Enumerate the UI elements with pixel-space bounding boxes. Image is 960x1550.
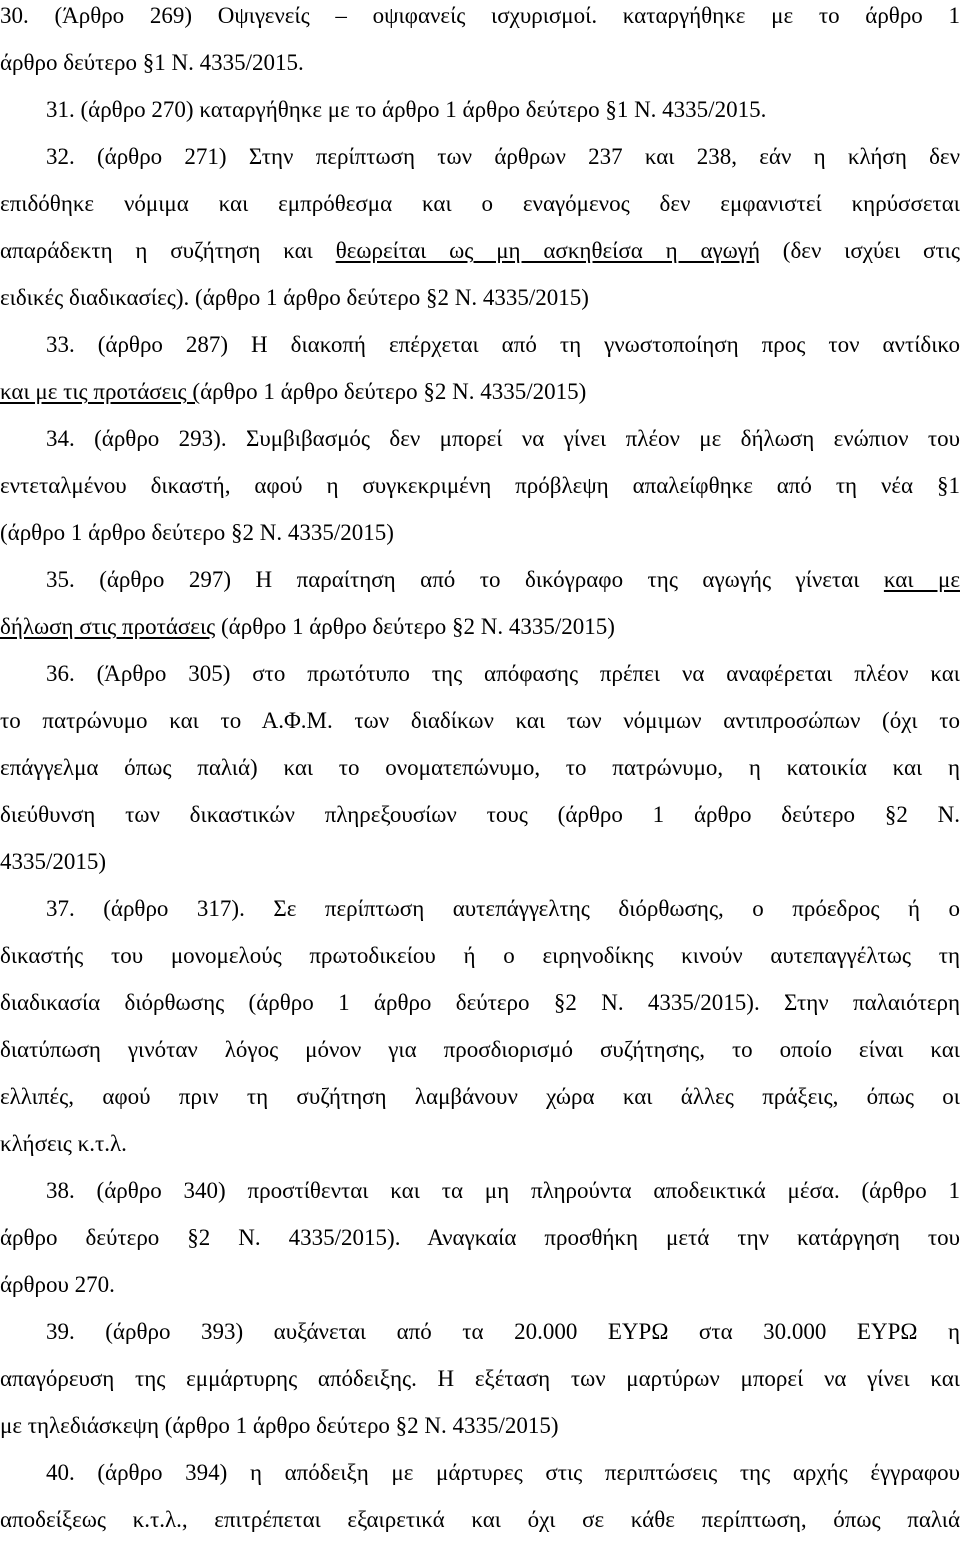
text-line: 32. (άρθρο 271) Στην περίπτωση των άρθρων 237 και 238, εάν η κλήση δεν bbox=[46, 144, 960, 169]
text-line: άρθρο δεύτερο §1 Ν. 4335/2015. bbox=[0, 50, 304, 75]
text-line: 33. (άρθρο 287) Η διακοπή επέρχεται από τη γνωστοποίηση προς τον αντίδικο bbox=[46, 332, 960, 357]
text-line: 36. (Άρθρο 305) στο πρωτότυπο της απόφασης πρέπει να αναφέρεται πλέον και bbox=[46, 661, 960, 686]
text-line: απαγόρευση της εμμάρτυρης απόδειξης. Η εξέταση των μαρτύρων μπορεί να γίνει και bbox=[0, 1366, 960, 1391]
text-line: 39. (άρθρο 393) αυξάνεται από τα 20.000 ΕΥΡΩ στα 30.000 ΕΥΡΩ η bbox=[46, 1319, 960, 1344]
text-line: ελλιπές, αφού πριν τη συζήτηση λαμβάνουν χώρα και άλλες πράξεις, όπως οι bbox=[0, 1084, 960, 1109]
text-segment: (άρθρο 1 άρθρο δεύτερο §2 Ν. 4335/2015) bbox=[215, 614, 615, 639]
text-line bbox=[0, 613, 960, 641]
text-line bbox=[46, 566, 960, 594]
text-line: 37. (άρθρο 317). Σε περίπτωση αυτεπάγγελτης διόρθωσης, ο πρόεδρος ή ο bbox=[46, 896, 960, 921]
text-line: άρθρου 270. bbox=[0, 1272, 115, 1297]
text-segment: (δεν ισχύει στις bbox=[759, 238, 960, 263]
text-line bbox=[0, 237, 960, 265]
text-line: αποδείξεως κ.τ.λ., επιτρέπεται εξαιρετικά και όχι σε κάθε περίπτωση, όπως παλιά bbox=[0, 1507, 960, 1532]
text-segment: άρθρο 1 άρθρο δεύτερο §2 Ν. 4335/2015) bbox=[200, 379, 587, 404]
text-line: ειδικές διαδικασίες). (άρθρο 1 άρθρο δεύτερο §2 Ν. 4335/2015) bbox=[0, 285, 589, 310]
text-line: (άρθρο 1 άρθρο δεύτερο §2 Ν. 4335/2015) bbox=[0, 520, 394, 545]
text-line: 40. (άρθρο 394) η απόδειξη με μάρτυρες στις περιπτώσεις της αρχής έγγραφου bbox=[46, 1460, 960, 1485]
text-line: το πατρώνυμο και το Α.Φ.Μ. των διαδίκων και των νόμιμων αντιπροσώπων (όχι το bbox=[0, 708, 960, 733]
underlined-text: και με τις προτάσεις ( bbox=[0, 379, 201, 404]
text-line: 4335/2015) bbox=[0, 849, 107, 874]
text-segment: 35. (άρθρο 297) Η παραίτηση από το δικόγραφο της αγωγής γίνεται bbox=[46, 567, 884, 592]
underlined-text: και με bbox=[883, 567, 960, 592]
text-line: δικαστής του μονομελούς πρωτοδικείου ή ο ειρηνοδίκης κινούν αυτεπαγγέλτως τη bbox=[0, 943, 960, 968]
text-line: με τηλεδιάσκεψη (άρθρο 1 άρθρο δεύτερο §2 Ν. 4335/2015) bbox=[0, 1413, 559, 1438]
text-line bbox=[0, 378, 960, 406]
text-line: 30. (Άρθρο 269) Οψιγενείς – οψιφανείς ισχυρισμοί. καταργήθηκε με το άρθρο 1 bbox=[0, 3, 960, 28]
text-line: άρθρο δεύτερο §2 Ν. 4335/2015). Αναγκαία προσθήκη μετά την κατάργηση του bbox=[0, 1225, 960, 1250]
text-line: διεύθυνση των δικαστικών πληρεξουσίων τους (άρθρο 1 άρθρο δεύτερο §2 Ν. bbox=[0, 802, 960, 827]
text-line: επιδόθηκε νόμιμα και εμπρόθεσμα και ο εναγόμενος δεν εμφανιστεί κηρύσσεται bbox=[0, 191, 960, 216]
text-line: 34. (άρθρο 293). Συμβιβασμός δεν μπορεί να γίνει πλέον με δήλωση ενώπιον του bbox=[46, 426, 960, 451]
text-line: εντεταλμένου δικαστή, αφού η συγκεκριμένη πρόβλεψη απαλείφθηκε από τη νέα §1 bbox=[0, 473, 960, 498]
text-segment: απαράδεκτη η συζήτηση και bbox=[0, 238, 336, 263]
text-line: 38. (άρθρο 340) προστίθενται και τα μη πληρούντα αποδεικτικά μέσα. (άρθρο 1 bbox=[46, 1178, 960, 1203]
text-line: διατύπωση γινόταν λόγος μόνον για προσδιορισμό συζήτησης, το οποίο είναι και bbox=[0, 1037, 960, 1062]
text-line: 31. (άρθρο 270) καταργήθηκε με το άρθρο 1 άρθρο δεύτερο §1 Ν. 4335/2015. bbox=[46, 97, 767, 122]
text-line: διαδικασία διόρθωσης (άρθρο 1 άρθρο δεύτερο §2 Ν. 4335/2015). Στην παλαιότερη bbox=[0, 990, 960, 1015]
text-line: επάγγελμα όπως παλιά) και το ονοματεπώνυμο, το πατρώνυμο, η κατοικία και η bbox=[0, 755, 960, 780]
text-line: κλήσεις κ.τ.λ. bbox=[0, 1131, 127, 1156]
underlined-text: δήλωση στις προτάσεις bbox=[0, 614, 216, 639]
underlined-text: θεωρείται ως μη ασκηθείσα η αγωγή bbox=[335, 238, 760, 263]
